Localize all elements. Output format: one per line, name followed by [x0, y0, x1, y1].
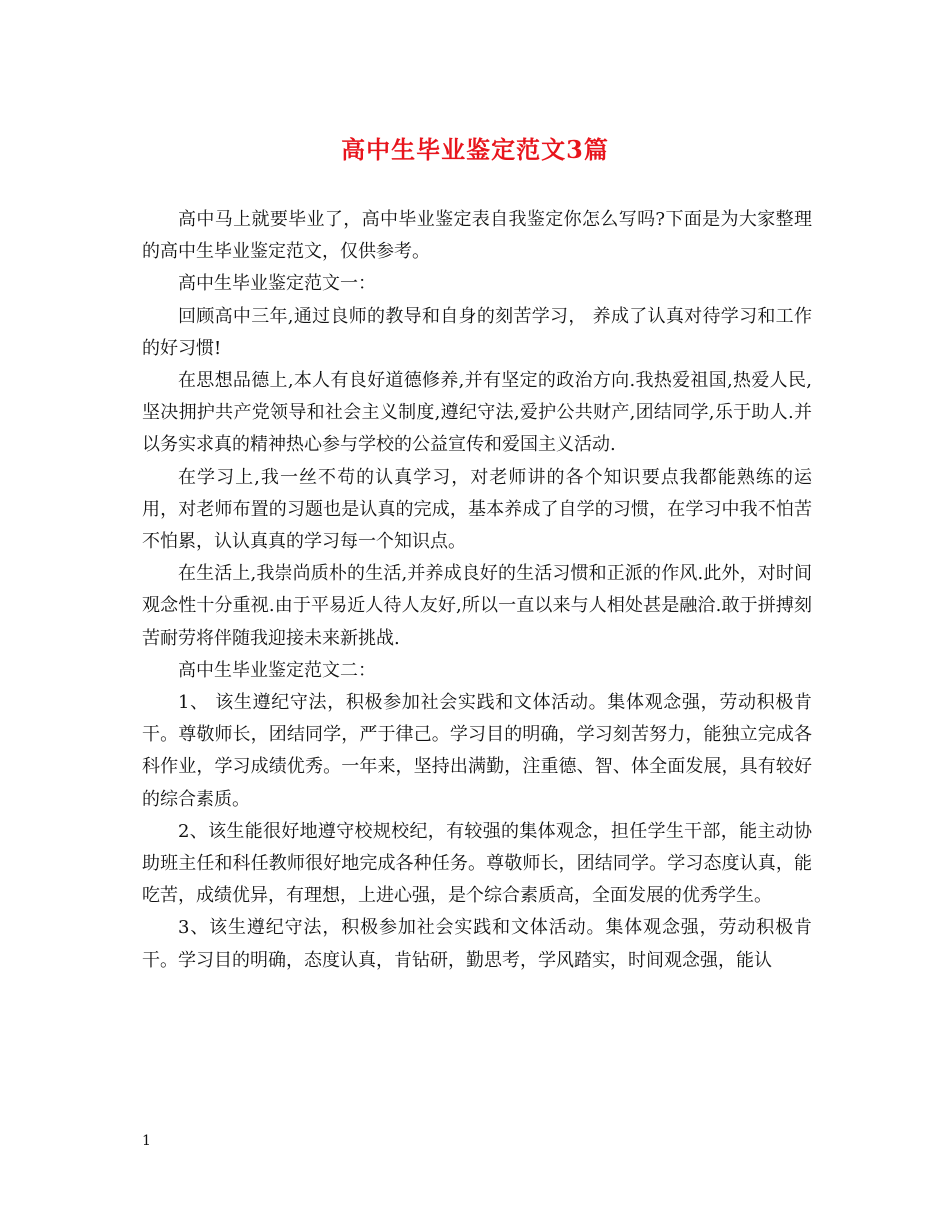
paragraph: 2、该生能很好地遵守校规校纪，有较强的集体观念，担任学生干部，能主动协助班主任和科任教师很好地完成各种任务。尊敬师长，团结同学。学习态度认真，能吃苦，成绩优异，有理想，上进心强，是个综合素质高，全面发展的优秀学生。: [142, 820, 812, 907]
section-heading: 高中生毕业鉴定范文二：: [178, 659, 376, 681]
document-body: [142, 204, 812, 977]
paragraph: 高中马上就要毕业了，高中毕业鉴定表自我鉴定你怎么写吗?下面是为大家整理的高中生毕业鉴定范文，仅供参考。: [142, 209, 812, 263]
paragraph: 在思想品德上,本人有良好道德修养,并有坚定的政治方向.我热爱祖国,热爱人民,坚决拥护共产党领导和社会主义制度,遵纪守法,爱护公共财产,团结同学,乐于助人.并以务实求真的精神热心参与学校的公益宣传和爱国主义活动.: [142, 370, 812, 456]
paragraph: 在生活上,我崇尚质朴的生活,并养成良好的生活习惯和正派的作风.此外，对时间观念性十分重视.由于平易近人待人友好,所以一直以来与人相处甚是融洽.敢于拼搏刻苦耐劳将伴随我迎接未来新挑战.: [142, 563, 812, 649]
paragraph: 3、该生遵纪守法，积极参加社会实践和文体活动。集体观念强，劳动积极肯干。学习目的明确，态度认真，肯钻研，勤思考，学风踏实，时间观念强，能认: [142, 917, 812, 971]
paragraph: 1、 该生遵纪守法，积极参加社会实践和文体活动。集体观念强，劳动积极肯干。尊敬师长，团结同学，严于律己。学习目的明确，学习刻苦努力，能独立完成各科作业，学习成绩优秀。一年来，坚持出满勤，注重德、智、体全面发展，具有较好的综合素质。: [142, 692, 812, 810]
page-number: 1: [142, 1133, 151, 1149]
paragraph: 回顾高中三年,通过良师的教导和自身的刻苦学习， 养成了认真对待学习和工作的好习惯!: [142, 305, 812, 359]
section-heading: 高中生毕业鉴定范文一：: [178, 273, 376, 295]
document-title: 高中生毕业鉴定范文3篇: [341, 135, 609, 164]
paragraph: 在学习上,我一丝不苟的认真学习，对老师讲的各个知识要点我都能熟练的运用，对老师布置的习题也是认真的完成，基本养成了自学的习惯，在学习中我不怕苦不怕累，认认真真的学习每一个知识点。: [142, 466, 812, 553]
